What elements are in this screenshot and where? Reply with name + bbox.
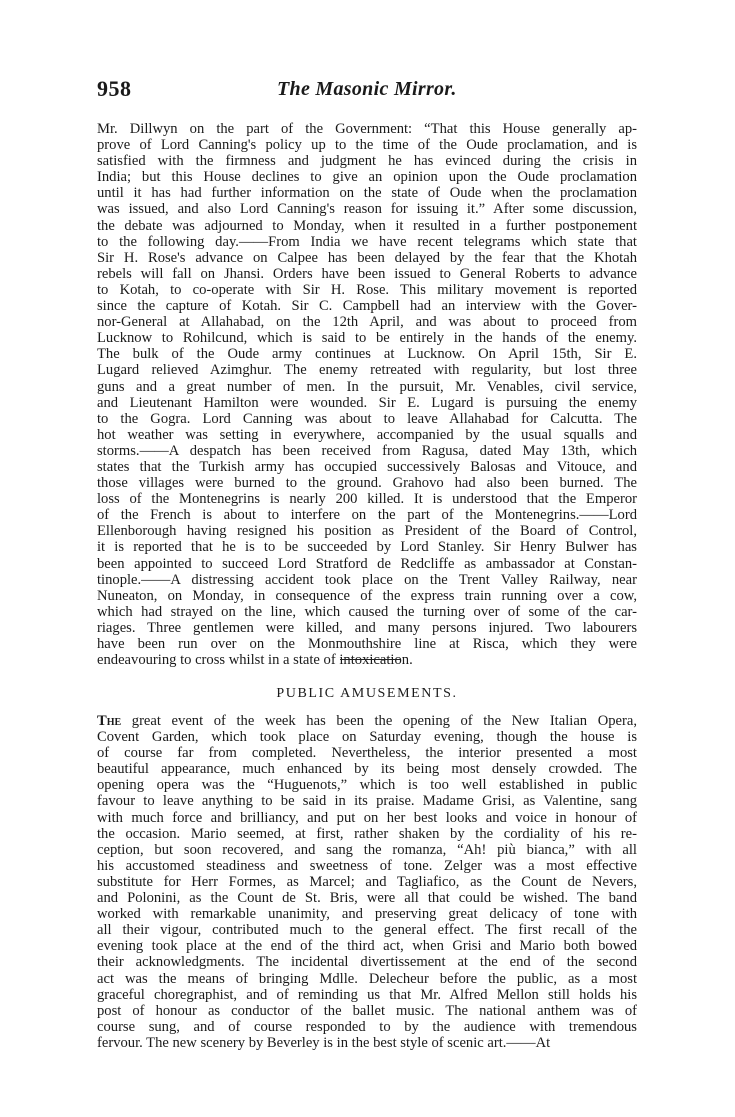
text-line: favour to leave anything to be said in its praise. Madame Grisi, as Valentine, sang: [97, 793, 637, 810]
amusements-paragraph: [97, 713, 637, 1051]
text-line: have been run over on the Monmouthshire line at Risca, which they were: [97, 636, 637, 652]
text-line: act was the means of bringing Mdlle. Delecheur before the public, as a most: [97, 970, 637, 987]
text-line: which had strayed on the line, which caused the turning over of some of the car-: [97, 603, 637, 620]
text-line: Lucknow to Rohilcund, which is said to be entirely in the hands of the enemy.: [97, 330, 637, 347]
text-line: Ellenborough having resigned his position as President of the Board of Control,: [97, 523, 637, 540]
text-line: India; but this House declines to give an opinion upon the Oude proclamation: [97, 169, 637, 186]
text-line: course sung, and of course responded to by the audience with tremendous: [97, 1018, 637, 1035]
text-line: to Kotah, to co-operate with Sir H. Rose. This military movement is reported: [97, 281, 637, 298]
text-line: all their vigour, contributed much to the general effect. The first recall of the: [97, 922, 637, 939]
text-line: those villages were burned to the ground. Grahovo had also been burned. The: [97, 475, 637, 492]
text-line: states that the Turkish army has occupied successively Balosas and Vitouce, and: [97, 458, 637, 475]
text-line: his accustomed steadiness and sweetness of tone. Zelger was a most effective: [97, 857, 637, 874]
text-line: it is reported that he is to be succeeded by Lord Stanley. Sir Henry Bulwer has: [97, 539, 637, 556]
text-line: tinople.——A distressing accident took place on the Trent Valley Railway, near: [97, 571, 637, 588]
text-line-rest: great event of the week has been the opening of the New Italian Opera,: [121, 713, 637, 729]
section-heading: PUBLIC AMUSEMENTS.: [276, 686, 458, 701]
text-line: Nuneaton, on Monday, in consequence of the express train running over a cow,: [97, 587, 637, 604]
text-line: and Lieutenant Hamilton were wounded. Sir E. Lugard is pursuing the enemy: [97, 394, 637, 411]
text-line: storms.——A despatch has been received from Ragusa, dated May 13th, which: [97, 442, 637, 459]
text-line: to the following day.——From India we have recent telegrams which state that: [97, 233, 637, 250]
text-line: prove of Lord Canning's policy up to the time of the Oude proclamation, and is: [97, 137, 637, 154]
text-line: nor-General at Allahabad, on the 12th April, and was about to proceed from: [97, 314, 637, 331]
text-line: Covent Garden, which took place on Saturday evening, though the house is: [97, 729, 637, 746]
text-line: until it has had further information on the state of Oude when the proclamation: [97, 185, 637, 202]
text-line: of course far from completed. Nevertheless, the interior presented a most: [97, 745, 637, 762]
text-line: guns and a great number of men. In the pursuit, Mr. Venables, civil service,: [97, 378, 637, 395]
text-line: since the capture of Kotah. Sir C. Campbell had an interview with the Gover-: [97, 298, 637, 315]
text-line: The bulk of the Oude army continues at Lucknow. On April 15th, Sir E.: [97, 346, 637, 363]
page-number: 958: [97, 76, 132, 101]
text-line: was issued, and also Lord Canning's reason for issuing it.” After some discussion,: [97, 201, 637, 218]
text-line: rebels will fall on Jhansi. Orders have been issued to General Roberts to advance: [97, 265, 637, 282]
text-line: Sir H. Rose's advance on Calpee has been delayed by the fear that the Khotah: [97, 249, 637, 266]
text-line: hot weather was setting in everywhere, accompanied by the usual squalls and: [97, 426, 637, 443]
running-title: The Masonic Mirror.: [277, 78, 457, 100]
text-line: and Polonini, as the Count de St. Bris, were all that could be wished. The band: [97, 890, 637, 907]
text-line: ception, but soon recovered, and sang the romanza, “Ah! più bianca,” with all: [97, 841, 637, 858]
lead-word: The: [97, 713, 122, 729]
text-line: Lugard relieved Azimghur. The enemy retreated with regularity, but lost three: [97, 362, 637, 379]
text-line: satisfied with the firmness and judgment he has evinced during the crisis in: [97, 153, 637, 170]
text-line: graceful choregraphist, and of reminding us that Mr. Alfred Mellon still holds his: [97, 986, 637, 1003]
text-line: to the Gogra. Lord Canning was about to leave Allahabad for Calcutta. The: [97, 410, 637, 427]
text-line: loss of the Montenegrins is nearly 200 killed. It is understood that the Emperor: [97, 491, 637, 508]
text-line: Mr. Dillwyn on the part of the Government: “That this House generally ap-: [97, 121, 637, 137]
text-line: substitute for Herr Formes, as Marcel; and Tagliafico, as the Count de Nevers,: [97, 873, 637, 890]
text-line: evening took place at the end of the third act, when Grisi and Mario both bowed: [97, 938, 637, 955]
text-line: worked with remarkable unanimity, and preserving great delicacy of tone with: [97, 906, 637, 923]
text-line: opening opera was the “Huguenots,” which is too well established in public: [97, 777, 637, 794]
text-line: endeavouring to cross whilst in a state of intoxication.: [97, 652, 413, 669]
text-line: the occasion. Mario seemed, at first, rather shaken by the cordiality of his re-: [97, 825, 637, 842]
text-line: of the French is about to interfere on the part of the Montenegrins.——Lord: [97, 507, 637, 524]
page-header: [97, 76, 637, 106]
text-line: the debate was adjourned to Monday, when it resulted in a further postponement: [97, 217, 637, 234]
text-line: riages. Three gentlemen were killed, and many persons injured. Two labourers: [97, 619, 637, 636]
text-line: with much force and brilliancy, and put on her best looks and voice in honour of: [97, 809, 637, 826]
news-paragraph: [97, 121, 637, 668]
section-divider-rule: [340, 659, 400, 660]
text-line: [97, 713, 637, 729]
text-line: their acknowledgments. The incidental divertissement at the end of the second: [97, 954, 637, 971]
text-line: been appointed to succeed Lord Stratford de Redcliffe as ambassador at Constan-: [97, 555, 637, 572]
text-line: fervour. The new scenery by Beverley is in the best style of scenic art.——At: [97, 1034, 551, 1051]
text-line: post of honour as conductor of the ballet music. The national anthem was of: [97, 1002, 637, 1019]
text-line: beautiful appearance, much enhanced by its being most densely crowded. The: [97, 761, 637, 778]
